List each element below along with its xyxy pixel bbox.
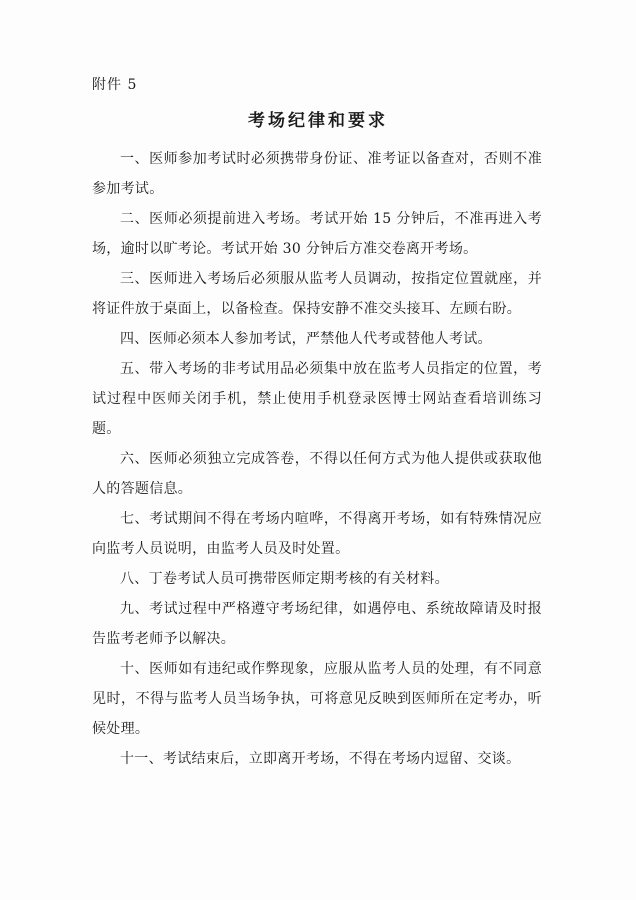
rule-item: 七、考试期间不得在考场内喧哗，不得离开考场，如有特殊情况应向监考人员说明，由监考人员及时处置。 bbox=[92, 511, 542, 557]
attachment-label: 附件 5 bbox=[92, 77, 138, 93]
rule-item: 五、带入考场的非考试用品必须集中放在监考人员指定的位置，考试过程中医师关闭手机，禁止使用手机登录医博士网站查看培训练习题。 bbox=[92, 361, 542, 437]
rule-item: 九、考试过程中严格遵守考场纪律，如遇停电、系统故障请及时报告监考老师予以解决。 bbox=[92, 601, 542, 647]
rule-item: 四、医师必须本人参加考试，严禁他人代考或替他人考试。 bbox=[120, 331, 492, 347]
rule-item: 六、医师必须独立完成答卷，不得以任何方式为他人提供或获取他人的答题信息。 bbox=[92, 451, 542, 497]
document-title: 考场纪律和要求 bbox=[248, 111, 388, 131]
rule-item: 三、医师进入考场后必须服从监考人员调动，按指定位置就座，并将证件放于桌面上，以备检查。保持安静不准交头接耳、左顾右盼。 bbox=[92, 271, 542, 317]
rule-item: 一、医师参加考试时必须携带身份证、准考证以备查对，否则不准参加考试。 bbox=[92, 151, 542, 197]
rule-item: 二、医师必须提前进入考场。考试开始 15 分钟后，不准再进入考场，逾时以旷考论。考试开始 30 分钟后方准交卷离开考场。 bbox=[92, 211, 542, 257]
rule-item: 十一、考试结束后，立即离开考场，不得在考场内逗留、交谈。 bbox=[120, 751, 521, 767]
rules-list bbox=[92, 144, 542, 774]
rule-item: 十、医师如有违纪或作弊现象，应服从监考人员的处理，有不同意见时，不得与监考人员当场争执，可将意见反映到医师所在定考办，听候处理。 bbox=[92, 661, 542, 737]
rule-item: 八、丁卷考试人员可携带医师定期考核的有关材料。 bbox=[120, 571, 449, 587]
